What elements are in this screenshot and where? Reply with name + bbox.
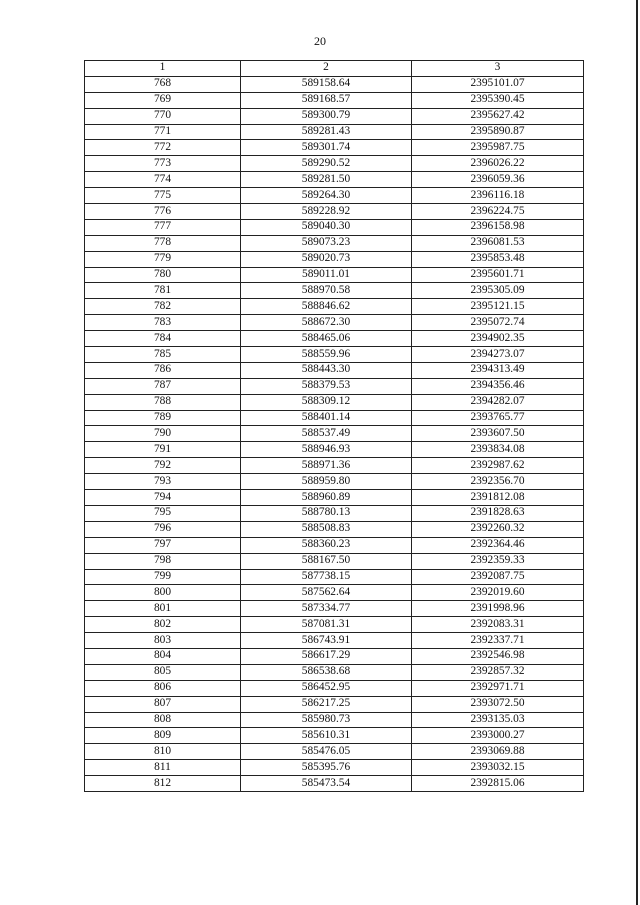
- point-number-cell: 769: [85, 92, 241, 108]
- y-coordinate-cell: 2393765.77: [412, 410, 584, 426]
- point-number-cell: 797: [85, 537, 241, 553]
- table-row: [85, 378, 584, 394]
- point-number-cell: 810: [85, 744, 241, 760]
- point-number-cell: 776: [85, 204, 241, 220]
- point-number-cell: 809: [85, 728, 241, 744]
- table-row: [85, 410, 584, 426]
- y-coordinate-cell: 2392356.70: [412, 474, 584, 490]
- x-coordinate-cell: 587562.64: [241, 585, 412, 601]
- x-coordinate-cell: 589228.92: [241, 204, 412, 220]
- x-coordinate-cell: 585980.73: [241, 712, 412, 728]
- table-row: [85, 474, 584, 490]
- point-number-cell: 791: [85, 442, 241, 458]
- point-number-cell: 777: [85, 219, 241, 235]
- point-number-cell: 784: [85, 331, 241, 347]
- x-coordinate-cell: 589073.23: [241, 235, 412, 251]
- point-number-cell: 803: [85, 633, 241, 649]
- x-coordinate-cell: 588672.30: [241, 315, 412, 331]
- y-coordinate-cell: 2394282.07: [412, 394, 584, 410]
- table-row: [85, 712, 584, 728]
- x-coordinate-cell: 585476.05: [241, 744, 412, 760]
- y-coordinate-cell: 2396059.36: [412, 172, 584, 188]
- x-coordinate-cell: 589040.30: [241, 219, 412, 235]
- x-coordinate-cell: 586452.95: [241, 680, 412, 696]
- point-number-cell: 804: [85, 648, 241, 664]
- table-row: [85, 283, 584, 299]
- point-number-cell: 778: [85, 235, 241, 251]
- x-coordinate-cell: 588508.83: [241, 521, 412, 537]
- point-number-cell: 796: [85, 521, 241, 537]
- x-coordinate-cell: 589264.30: [241, 188, 412, 204]
- table-row: [85, 680, 584, 696]
- point-number-cell: 800: [85, 585, 241, 601]
- y-coordinate-cell: 2393135.03: [412, 712, 584, 728]
- x-coordinate-cell: 588360.23: [241, 537, 412, 553]
- x-coordinate-cell: 587081.31: [241, 617, 412, 633]
- y-coordinate-cell: 2391812.08: [412, 490, 584, 506]
- x-coordinate-cell: 586538.68: [241, 664, 412, 680]
- table-row: [85, 251, 584, 267]
- x-coordinate-cell: 588465.06: [241, 331, 412, 347]
- x-coordinate-cell: 586743.91: [241, 633, 412, 649]
- table-row: [85, 664, 584, 680]
- y-coordinate-cell: 2392987.62: [412, 458, 584, 474]
- point-number-cell: 801: [85, 601, 241, 617]
- point-number-cell: 807: [85, 696, 241, 712]
- y-coordinate-cell: 2394356.46: [412, 378, 584, 394]
- table-row: [85, 458, 584, 474]
- y-coordinate-cell: 2395121.15: [412, 299, 584, 315]
- point-number-cell: 781: [85, 283, 241, 299]
- x-coordinate-cell: 585473.54: [241, 776, 412, 792]
- table-row: [85, 299, 584, 315]
- table-row: [85, 744, 584, 760]
- table-row: [85, 219, 584, 235]
- table-row: [85, 156, 584, 172]
- x-coordinate-cell: 588946.93: [241, 442, 412, 458]
- y-coordinate-cell: 2392857.32: [412, 664, 584, 680]
- y-coordinate-cell: 2392815.06: [412, 776, 584, 792]
- table-row: [85, 569, 584, 585]
- column-header-y-coordinate: 3: [412, 61, 584, 77]
- y-coordinate-cell: 2396158.98: [412, 219, 584, 235]
- table-row: [85, 235, 584, 251]
- page-number: 20: [314, 34, 326, 48]
- page-edge-line: [636, 0, 638, 905]
- column-header-point-number: 1: [85, 61, 241, 77]
- x-coordinate-cell: 588401.14: [241, 410, 412, 426]
- table-row: [85, 315, 584, 331]
- x-coordinate-cell: 589020.73: [241, 251, 412, 267]
- table-row: [85, 92, 584, 108]
- y-coordinate-cell: 2392971.71: [412, 680, 584, 696]
- point-number-cell: 786: [85, 362, 241, 378]
- x-coordinate-cell: 587334.77: [241, 601, 412, 617]
- y-coordinate-cell: 2395853.48: [412, 251, 584, 267]
- y-coordinate-cell: 2395627.42: [412, 108, 584, 124]
- x-coordinate-cell: 589158.64: [241, 76, 412, 92]
- point-number-cell: 773: [85, 156, 241, 172]
- x-coordinate-cell: 588379.53: [241, 378, 412, 394]
- table-row: [85, 204, 584, 220]
- y-coordinate-cell: 2393069.88: [412, 744, 584, 760]
- x-coordinate-cell: 589300.79: [241, 108, 412, 124]
- point-number-cell: 782: [85, 299, 241, 315]
- y-coordinate-cell: 2395390.45: [412, 92, 584, 108]
- y-coordinate-cell: 2391828.63: [412, 505, 584, 521]
- x-coordinate-cell: 588537.49: [241, 426, 412, 442]
- y-coordinate-cell: 2393607.50: [412, 426, 584, 442]
- x-coordinate-cell: 589281.50: [241, 172, 412, 188]
- table-row: [85, 362, 584, 378]
- table-body: [85, 76, 584, 791]
- x-coordinate-cell: 589011.01: [241, 267, 412, 283]
- y-coordinate-cell: 2392546.98: [412, 648, 584, 664]
- x-coordinate-cell: 588443.30: [241, 362, 412, 378]
- point-number-cell: 805: [85, 664, 241, 680]
- y-coordinate-cell: 2392083.31: [412, 617, 584, 633]
- y-coordinate-cell: 2395101.07: [412, 76, 584, 92]
- y-coordinate-cell: 2396116.18: [412, 188, 584, 204]
- y-coordinate-cell: 2392087.75: [412, 569, 584, 585]
- table-row: [85, 648, 584, 664]
- table-row: [85, 267, 584, 283]
- point-number-cell: 799: [85, 569, 241, 585]
- y-coordinate-cell: 2392260.32: [412, 521, 584, 537]
- x-coordinate-cell: 589168.57: [241, 92, 412, 108]
- point-number-cell: 780: [85, 267, 241, 283]
- x-coordinate-cell: 587738.15: [241, 569, 412, 585]
- table-row: [85, 442, 584, 458]
- point-number-cell: 775: [85, 188, 241, 204]
- x-coordinate-cell: 588971.36: [241, 458, 412, 474]
- x-coordinate-cell: 589281.43: [241, 124, 412, 140]
- table-header-row: [85, 61, 584, 77]
- y-coordinate-cell: 2394313.49: [412, 362, 584, 378]
- x-coordinate-cell: 588960.89: [241, 490, 412, 506]
- x-coordinate-cell: 589290.52: [241, 156, 412, 172]
- y-coordinate-cell: 2394273.07: [412, 347, 584, 363]
- point-number-cell: 806: [85, 680, 241, 696]
- point-number-cell: 771: [85, 124, 241, 140]
- x-coordinate-cell: 588959.80: [241, 474, 412, 490]
- y-coordinate-cell: 2393032.15: [412, 760, 584, 776]
- y-coordinate-cell: 2395987.75: [412, 140, 584, 156]
- x-coordinate-cell: 588309.12: [241, 394, 412, 410]
- y-coordinate-cell: 2395305.09: [412, 283, 584, 299]
- x-coordinate-cell: 589301.74: [241, 140, 412, 156]
- y-coordinate-cell: 2396081.53: [412, 235, 584, 251]
- table-row: [85, 728, 584, 744]
- y-coordinate-cell: 2393834.08: [412, 442, 584, 458]
- table-row: [85, 696, 584, 712]
- point-number-cell: 811: [85, 760, 241, 776]
- point-number-cell: 808: [85, 712, 241, 728]
- y-coordinate-cell: 2391998.96: [412, 601, 584, 617]
- point-number-cell: 785: [85, 347, 241, 363]
- point-number-cell: 774: [85, 172, 241, 188]
- point-number-cell: 793: [85, 474, 241, 490]
- table-row: [85, 585, 584, 601]
- point-number-cell: 779: [85, 251, 241, 267]
- y-coordinate-cell: 2395890.87: [412, 124, 584, 140]
- x-coordinate-cell: 585395.76: [241, 760, 412, 776]
- x-coordinate-cell: 585610.31: [241, 728, 412, 744]
- point-number-cell: 788: [85, 394, 241, 410]
- y-coordinate-cell: 2393000.27: [412, 728, 584, 744]
- x-coordinate-cell: 586617.29: [241, 648, 412, 664]
- point-number-cell: 798: [85, 553, 241, 569]
- table-row: [85, 760, 584, 776]
- table-row: [85, 108, 584, 124]
- table-row: [85, 124, 584, 140]
- point-number-cell: 772: [85, 140, 241, 156]
- x-coordinate-cell: 588970.58: [241, 283, 412, 299]
- point-number-cell: 768: [85, 76, 241, 92]
- point-number-cell: 787: [85, 378, 241, 394]
- table-row: [85, 521, 584, 537]
- x-coordinate-cell: 588559.96: [241, 347, 412, 363]
- x-coordinate-cell: 588846.62: [241, 299, 412, 315]
- point-number-cell: 792: [85, 458, 241, 474]
- table-row: [85, 331, 584, 347]
- y-coordinate-cell: 2396026.22: [412, 156, 584, 172]
- y-coordinate-cell: 2395601.71: [412, 267, 584, 283]
- table-row: [85, 505, 584, 521]
- table-row: [85, 347, 584, 363]
- point-number-cell: 789: [85, 410, 241, 426]
- point-number-cell: 802: [85, 617, 241, 633]
- point-number-cell: 783: [85, 315, 241, 331]
- point-number-cell: 794: [85, 490, 241, 506]
- y-coordinate-cell: 2395072.74: [412, 315, 584, 331]
- y-coordinate-cell: 2392359.33: [412, 553, 584, 569]
- y-coordinate-cell: 2392337.71: [412, 633, 584, 649]
- point-number-cell: 812: [85, 776, 241, 792]
- y-coordinate-cell: 2392364.46: [412, 537, 584, 553]
- table-row: [85, 76, 584, 92]
- table-row: [85, 553, 584, 569]
- table-row: [85, 633, 584, 649]
- x-coordinate-cell: 588780.13: [241, 505, 412, 521]
- table-row: [85, 172, 584, 188]
- y-coordinate-cell: 2396224.75: [412, 204, 584, 220]
- table-row: [85, 188, 584, 204]
- x-coordinate-cell: 586217.25: [241, 696, 412, 712]
- point-number-cell: 790: [85, 426, 241, 442]
- y-coordinate-cell: 2393072.50: [412, 696, 584, 712]
- table-row: [85, 490, 584, 506]
- coordinates-table: [84, 60, 584, 792]
- y-coordinate-cell: 2394902.35: [412, 331, 584, 347]
- point-number-cell: 795: [85, 505, 241, 521]
- x-coordinate-cell: 588167.50: [241, 553, 412, 569]
- table-row: [85, 394, 584, 410]
- table-row: [85, 426, 584, 442]
- table-row: [85, 537, 584, 553]
- table-row: [85, 617, 584, 633]
- column-header-x-coordinate: 2: [241, 61, 412, 77]
- point-number-cell: 770: [85, 108, 241, 124]
- table-row: [85, 601, 584, 617]
- table-row: [85, 776, 584, 792]
- y-coordinate-cell: 2392019.60: [412, 585, 584, 601]
- table-row: [85, 140, 584, 156]
